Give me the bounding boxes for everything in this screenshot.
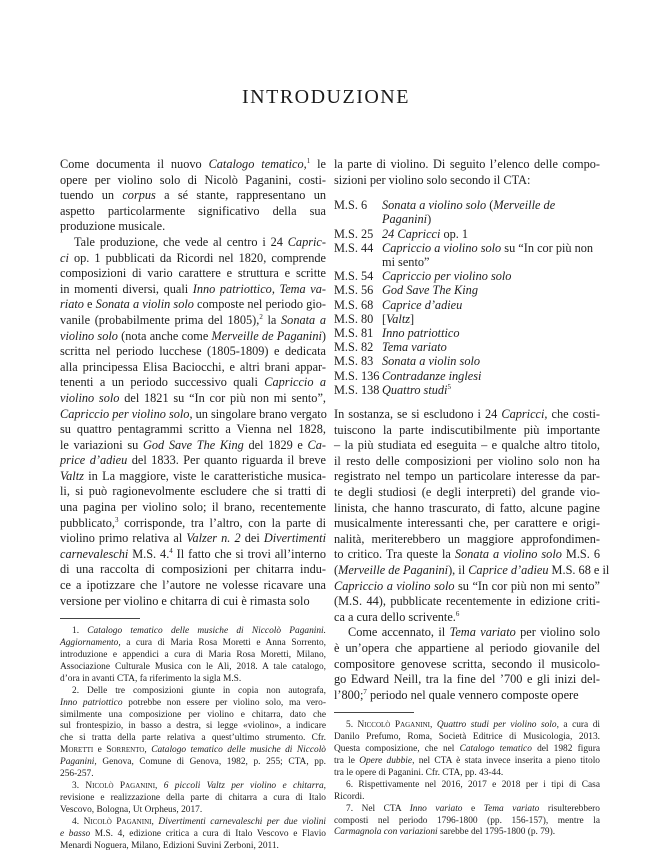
text-line: to critico. Tra queste la Sonata a violino solo M.S. 6 xyxy=(334,547,601,562)
text-line: opere per violino solo di Nicolò Paganini, costi- xyxy=(60,172,326,187)
footnote-line: 1. Catalogo tematico delle musiche di Niccolò Paganini. xyxy=(72,626,327,637)
footnote-line: Ricordi. xyxy=(334,791,365,802)
italic-text: Caprice d’adieu xyxy=(382,297,463,312)
text-line: musicalmente interessanti che, per carattere e origi- xyxy=(334,516,600,531)
footnote-line: 256-257. xyxy=(60,769,94,780)
footnote-line: 2. Delle tre composizioni giunte in copia non autografa, xyxy=(72,685,326,696)
ms-code: M.S. 25 xyxy=(334,226,374,241)
text-line: vanile (probabilmente prima del 1805),$^2$ la Sonata a xyxy=(60,312,327,327)
text-line: compositore genovese scritta, secondo il musicolo- xyxy=(334,656,600,671)
text-line: Come accennato, il Tema variato per violino solo xyxy=(348,625,601,640)
footnote-line: 4. Nicolò Paganini, Divertimenti carnevaleschi per due violini xyxy=(72,816,327,827)
ms-code: M.S. 81 xyxy=(334,326,374,341)
italic-text: God Save The King xyxy=(143,437,244,452)
italic-text: God Save The King xyxy=(382,283,478,298)
text-line: in momenti diversi, quali Inno patriottico, Tema va- xyxy=(60,281,326,296)
text-line: versione per violino e chitarra di cui è rimasta solo xyxy=(60,593,310,608)
footnote-separator xyxy=(334,712,414,713)
footnote-line: Associazione Culturale Musica con le Ali, 2018. A tale catalogo, xyxy=(60,661,326,672)
ms-list-item xyxy=(334,227,600,241)
italic-text: Contradanze inglesi xyxy=(382,368,482,383)
italic-text: violino solo xyxy=(60,328,118,343)
footnote-line: 6. Rispettivamente nel 2016, 2017 e 2018 per i tipi di Casa xyxy=(346,779,600,790)
footnote-line: 3. Nicolò Paganini, 6 piccoli Valtz per violino e chitarra, xyxy=(72,781,327,791)
text-line: – la più studiata ed eseguita – e qualche altro titolo, xyxy=(334,438,600,453)
footnote-line: e basso M.S. 4, edizione critica a cura di Italo Vescovo e Flavio xyxy=(60,828,326,839)
ms-list-item xyxy=(334,383,600,397)
italic-text: Opere dubbie xyxy=(359,756,413,767)
ms-list-item xyxy=(334,269,600,283)
footnote-line: introduzione e appendici a cura di Maria Rosa Moretti, Milano, xyxy=(60,650,326,661)
text-line: tuiscono la parte indiscutibilmente più importante xyxy=(334,422,600,437)
italic-text: Ca- xyxy=(307,437,326,452)
text-line: è un’opera che appartiene al periodo giovanile del xyxy=(334,640,600,655)
footnote-line: che si tratta della parte relativa a quest’ultimo strumento. Cfr. xyxy=(60,733,326,744)
ms-title: Capriccio a violino solo su “In cor più non mi sento” xyxy=(382,240,594,269)
ms-code: M.S. 138 xyxy=(334,382,380,397)
text-line: (Merveille de Paganini), il Caprice d’adieu M.S. 68 e il xyxy=(334,562,610,577)
ms-list-item xyxy=(334,369,600,383)
right-column xyxy=(334,157,610,839)
footnote-ref[interactable]: 5 xyxy=(447,382,451,391)
text-line: linista, che hanno trascurato, di fatto, alcune pagine xyxy=(334,500,600,515)
footnote-line: Paganini, Genova, Comune di Genova, 1982, p. 255; CTA, pp. xyxy=(60,757,326,768)
ms-title: 24 Capricci op. 1 xyxy=(382,226,469,241)
paragraph xyxy=(60,157,326,235)
footnote xyxy=(334,720,600,780)
footnote-line: similmente una composizione per violino e chitarra, dato che xyxy=(60,709,326,720)
italic-text: Capriccio per violino solo, xyxy=(60,406,193,421)
footnote-line: 5. Niccolò Paganini, Quattro studi per violino solo, a cura di xyxy=(346,720,600,731)
italic-text: Inno patriottico, Tema va- xyxy=(192,281,326,296)
author-name: Niccolò Paganini xyxy=(357,720,431,731)
ms-title xyxy=(382,326,600,340)
text-line: sizioni per violino solo secondo il CTA: xyxy=(334,172,531,187)
italic-text: riato xyxy=(60,297,84,312)
text-line: ci op. 1 pubblicati da Ricordi nel 1820, comprende xyxy=(60,250,326,265)
left-footnotes xyxy=(60,626,326,852)
footnote xyxy=(334,780,600,804)
italic-text: Inno patriottico xyxy=(60,697,123,708)
text-line: alla principessa Elisa Baciocchi, e altri brani appar- xyxy=(60,359,326,374)
ms-code: M.S. 80 xyxy=(334,311,374,326)
right-intro-text xyxy=(334,157,600,188)
footnote-line: d’ora in avanti CTA, fa riferimento la sigla M.S. xyxy=(60,673,242,684)
text-line: Valtz in La maggiore, viste le caratteristiche musica- xyxy=(60,468,326,483)
ms-code: M.S. 56 xyxy=(334,283,374,298)
ms-list-item xyxy=(334,198,600,226)
ms-title: [Valtz] xyxy=(382,311,415,326)
text-line: violino solo (nota anche come Merveille de Paganini) xyxy=(60,328,326,343)
ms-code: M.S. 83 xyxy=(334,354,374,369)
text-line: il resto delle composizioni per violino solo non ha xyxy=(334,453,600,468)
italic-text: Valtz xyxy=(60,468,84,483)
italic-text: Valtz xyxy=(386,311,411,326)
italic-text: Sonata a violin solo xyxy=(95,297,194,312)
intro-paragraph xyxy=(334,157,600,188)
paragraph xyxy=(334,407,610,625)
footnote-ref[interactable]: 6 xyxy=(455,609,460,618)
ms-list-item xyxy=(334,312,600,326)
italic-text: Catalogo tematico xyxy=(459,744,532,755)
text-line: Tale produzione, che vede al centro i 24 Capric- xyxy=(74,234,326,249)
ms-code: M.S. 136 xyxy=(334,368,380,383)
ms-title xyxy=(382,383,600,397)
footnote-line: Inno patriottico potrebbe non essere per violino solo, ma vero- xyxy=(60,697,326,708)
italic-text: Divertimenti xyxy=(263,531,326,546)
text-line: Come documenta il nuovo Catalogo tematico,$^1$ le xyxy=(60,157,326,171)
text-line: la parte di violino. Di seguito l’elenco delle compo- xyxy=(334,157,600,171)
italic-text: Capriccio per violino solo xyxy=(382,269,512,284)
text-line: In sostanza, se si escludono i 24 Capricci, che costi- xyxy=(334,407,600,422)
italic-text: Quattro studi per violino solo, xyxy=(436,720,559,731)
footnote-ref[interactable]: 1 xyxy=(306,157,311,165)
text-line: price d’adieu del 1833. Per quanto riguarda il breve xyxy=(60,453,327,468)
italic-text: Inno variato xyxy=(409,803,463,814)
left-column xyxy=(60,157,326,852)
italic-text: Caprice d’adieu xyxy=(468,562,549,577)
text-line: una pagina per violino solo; il brano, recentemente xyxy=(60,500,326,515)
text-line: registrato nel tempo un particolare interesse da par- xyxy=(334,469,600,484)
footnote-line: Aggiornamento, a cura di Maria Rosa Moretti e Anna Sorrento, xyxy=(60,638,326,649)
text-line: riato e Sonata a violin solo composte nel periodo gio- xyxy=(60,297,326,312)
italic-text: Merveille de Paganini xyxy=(382,198,556,227)
right-body-text xyxy=(334,407,610,703)
text-line: tuendo un corpus a sé stante, rappresentano un xyxy=(60,188,326,203)
ms-code: M.S. 6 xyxy=(334,198,368,213)
footnote-separator xyxy=(60,618,140,619)
footnote-line: tra le Opere dubbie, nel CTA è stata invece inserita a pieno titolo xyxy=(334,756,600,767)
italic-text: Merveille de Paganini xyxy=(338,562,449,577)
text-line: nalità, meriterebbero un maggiore approfondimen- xyxy=(334,531,600,546)
italic-text: violino solo xyxy=(60,390,120,405)
author-name: Nicolò Paganini xyxy=(83,816,152,827)
italic-text: Paganini xyxy=(60,757,95,768)
author-name: Nicolò Paganini xyxy=(85,781,156,791)
italic-text: 6 piccoli Valtz per violino e chitarra, xyxy=(163,781,327,791)
ms-title: Sonata a violino solo (Merveille de Paganini) xyxy=(382,198,556,227)
italic-text: Capric- xyxy=(287,234,326,249)
footnote-line: Vescovo, Bologna, Ut Orpheus, 2017. xyxy=(60,804,203,815)
text-line: tenenti a un periodo successivo quali Capriccio a xyxy=(60,375,326,390)
italic-text: Merveille de Paganini xyxy=(211,328,322,343)
footnote-ref[interactable]: 2 xyxy=(259,312,263,321)
text-line: violino solo del 1821 su “In cor più non mi sento”, xyxy=(60,390,326,405)
footnote-line: Questa composizione, che nel Catalogo tematico del 1982 figura xyxy=(334,744,600,755)
footnote xyxy=(60,686,326,781)
text-line: li, si può ragionevolmente escludere che si tratti di xyxy=(60,484,326,499)
italic-text: Divertimenti carnevaleschi per due violini xyxy=(158,816,327,827)
footnote-line: Menardi Noguera, Milano, Edizioni Suvini Zerboni, 2011. xyxy=(60,840,279,851)
italic-text: 24 Capricci xyxy=(382,226,441,241)
ms-list-item xyxy=(334,283,600,297)
ms-list-item xyxy=(334,326,600,340)
text-line: su quattro pentagrammi scritto a Vienna nel 1828, xyxy=(60,422,326,437)
page-title: INTRODUZIONE xyxy=(242,86,410,108)
italic-text: Capriccio a violino solo xyxy=(334,578,455,593)
italic-text: Catalogo tematico, xyxy=(208,157,307,171)
ms-title xyxy=(382,354,600,368)
right-footnotes xyxy=(334,720,600,839)
footnote-line: revisione e realizzazione della parte di chitarra a cura di Italo xyxy=(60,792,326,803)
italic-text: carnevaleschi xyxy=(60,546,129,561)
italic-text: ci xyxy=(60,250,69,265)
text-line: produzione musicale. xyxy=(60,219,166,234)
italic-text: Catalogo tematico delle musiche di Niccolò Paganini. xyxy=(87,626,327,637)
italic-text: corpus xyxy=(122,188,156,203)
italic-text: Capriccio a violino solo xyxy=(382,240,502,255)
text-line: le variazioni su God Save The King del 1829 e Ca- xyxy=(60,437,326,452)
italic-text: Tema variato xyxy=(449,625,516,640)
text-line: scritta nel periodo lucchese (1805-1809) e dedicata xyxy=(60,344,326,359)
paragraph xyxy=(60,235,326,609)
text-line: violino primo relativa al Valzer n. 2 dei Divertimenti xyxy=(60,531,326,546)
ms-code: M.S. 54 xyxy=(334,269,374,284)
ms-code: M.S. 44 xyxy=(334,240,374,255)
footnote-line: 7. Nel CTA Inno variato e Tema variato risulterebbero xyxy=(346,803,600,814)
text-line: Capriccio per violino solo, un singolare brano vergato xyxy=(60,406,327,421)
ms-works-list xyxy=(334,198,600,397)
footnote xyxy=(60,781,326,817)
author-name: Moretti xyxy=(60,745,94,756)
italic-text: Tema variato xyxy=(483,803,540,814)
italic-text: Sonata a xyxy=(281,312,327,327)
author-name: Sorrento xyxy=(106,745,145,756)
text-line: di una raccolta di composizioni per chitarra indu- xyxy=(60,562,326,577)
left-body-text xyxy=(60,157,326,609)
ms-title xyxy=(382,340,600,354)
text-line: ca a cura dello scrivente.$^6$ xyxy=(334,609,460,624)
italic-text: Tema variato xyxy=(382,340,447,355)
ms-list-item xyxy=(334,340,600,354)
text-line: aspetto particolarmente significativo della sua xyxy=(60,203,326,218)
ms-code: M.S. 68 xyxy=(334,297,374,312)
ms-title xyxy=(382,369,600,383)
italic-text: Carmagnola con variazioni xyxy=(334,827,438,838)
italic-text: e basso xyxy=(60,828,91,839)
italic-text: Catalogo tematico delle musiche di Niccolò xyxy=(151,745,326,756)
footnote-line: sul frontespizio, in basso a destra, si legge «violino», a indicare xyxy=(60,721,326,732)
italic-text: Valzer n. 2 xyxy=(186,531,241,546)
italic-text: Quattro studi xyxy=(382,382,448,397)
italic-text: price d’adieu xyxy=(60,453,128,468)
footnote-line: tra le opere di Paganini. Cfr. CTA, pp. 43-44. xyxy=(334,767,504,778)
footnote xyxy=(60,817,326,853)
italic-text: Sonata a violin solo xyxy=(382,354,481,369)
italic-text: Capricci, xyxy=(501,407,548,422)
italic-text: Sonata a violino solo xyxy=(454,547,562,562)
footnote-ref[interactable]: 3 xyxy=(114,515,119,524)
footnote-ref[interactable]: 7 xyxy=(363,687,367,696)
footnote-ref[interactable]: 4 xyxy=(169,546,173,555)
footnote-line: composti nel periodo 1796-1800 (pp. 156-157), mentre la xyxy=(334,815,600,826)
ms-list-item xyxy=(334,354,600,368)
text-line: te degli studiosi (e degli interpreti) del grande vio- xyxy=(334,485,600,499)
ms-code: M.S. 82 xyxy=(334,340,374,355)
paragraph xyxy=(334,625,600,703)
italic-text: Aggiornamento, xyxy=(60,638,121,649)
ms-title xyxy=(382,269,600,283)
text-line: (M.S. 44), pubblicate recentemente in edizione criti- xyxy=(334,594,600,609)
footnote-line: Danilo Prefumo, Roma, Società Editrice di Musicologia, 2013. xyxy=(334,732,600,743)
italic-text: Sonata a violino solo xyxy=(382,198,487,213)
ms-list-item xyxy=(334,241,600,269)
italic-text: Inno patriottico xyxy=(382,326,460,341)
text-line: l’800;$^7$ periodo nel quale vennero composte opere xyxy=(334,687,579,702)
text-line: composizioni di vario carattere e struttura e scritte xyxy=(60,266,326,281)
footnote xyxy=(334,804,600,840)
text-line: pubblicato,$^3$ corrisponde, tra l’altro, con la parte di xyxy=(60,515,326,530)
text-line: ce a ipotizzare che l’autore ne volesse ricavare una xyxy=(60,578,326,593)
italic-text: Capriccio a xyxy=(264,375,326,390)
footnote xyxy=(60,626,326,686)
text-line: carnevaleschi M.S. 4.$^4$ Il fatto che si trovi all’interno xyxy=(60,546,326,561)
ms-title xyxy=(382,283,600,297)
footnote-line: Carmagnola con variazioni sarebbe del 1795-1800 (p. 79). xyxy=(334,827,556,838)
text-line: Capriccio a violino solo su “In cor più non mi sento” xyxy=(334,578,600,593)
ms-list-item xyxy=(334,298,600,312)
footnote-line: Moretti e Sorrento, Catalogo tematico delle musiche di Niccolò xyxy=(60,745,326,756)
ms-title xyxy=(382,298,600,312)
text-line: go Edward Neill, tra la fine del ’700 e gli inizi del- xyxy=(334,672,600,687)
